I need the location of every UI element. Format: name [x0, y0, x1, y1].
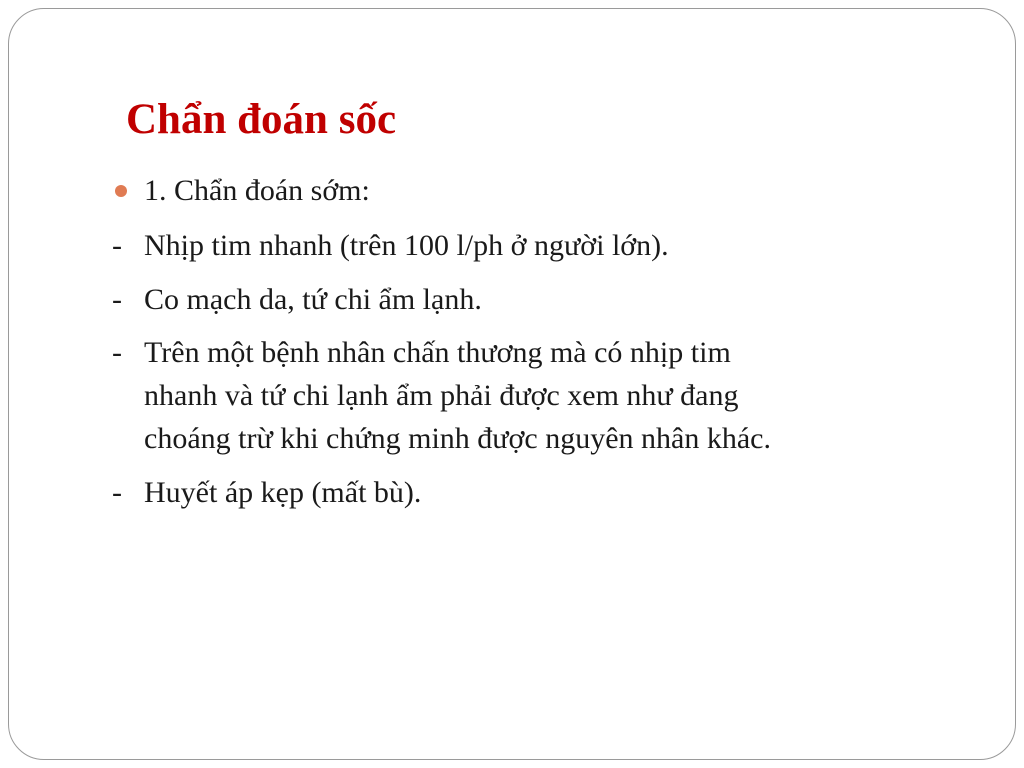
item-3-line-1: Trên một bệnh nhân chấn thương mà có nhịp tim — [144, 336, 731, 369]
item-3-line-3: choáng trừ khi chứng minh được nguyên nhân khác. — [144, 422, 771, 455]
bullet-dot-icon — [115, 185, 127, 197]
item-2-text: Co mạch da, tứ chi ẩm lạnh. — [144, 283, 482, 316]
item-1-text: Nhịp tim nhanh (trên 100 l/ph ở người lớn). — [144, 229, 669, 262]
item-4-text: Huyết áp kẹp (mất bù). — [144, 476, 422, 509]
slide-title: Chẩn đoán sốc — [126, 96, 397, 143]
item-3-dash: - — [112, 336, 122, 369]
item-2-dash: - — [112, 283, 122, 316]
item-3-line-2: nhanh và tứ chi lạnh ẩm phải được xem như đang — [144, 379, 739, 412]
heading-item: 1. Chẩn đoán sớm: — [144, 174, 370, 207]
item-4-dash: - — [112, 476, 122, 509]
item-1-dash: - — [112, 229, 122, 262]
